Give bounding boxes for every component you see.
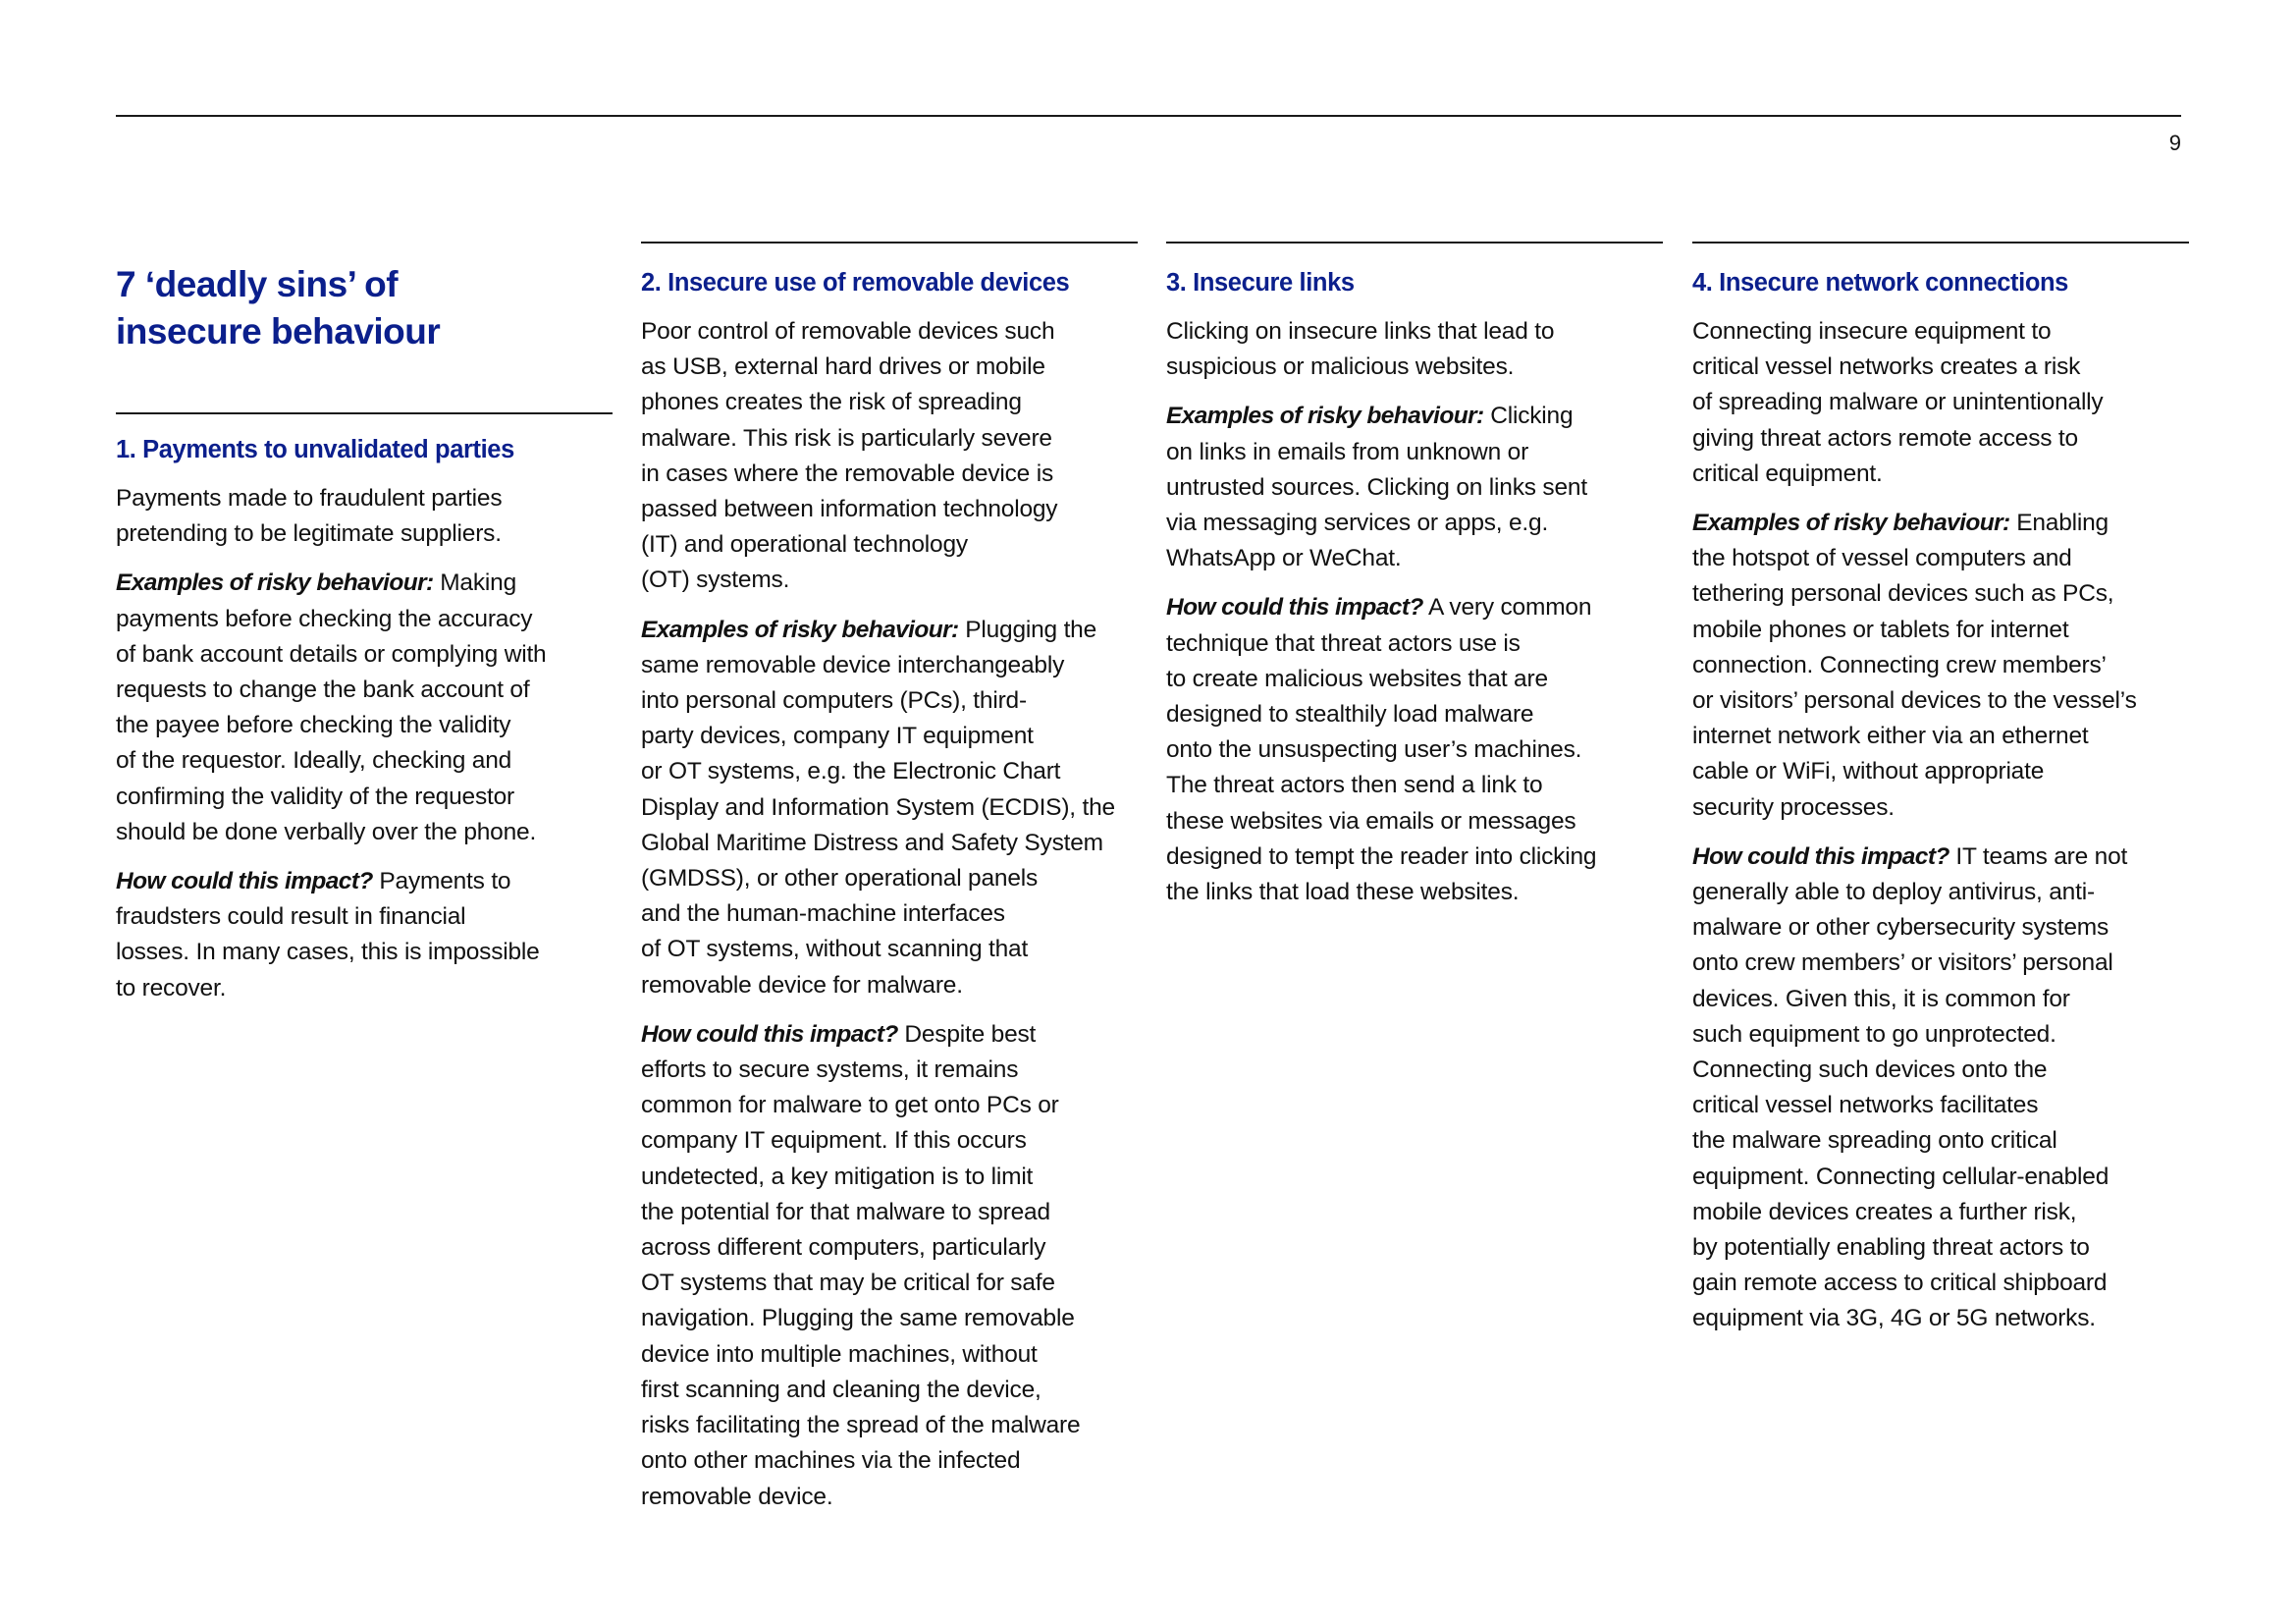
text-line: the payee before checking the validity bbox=[116, 712, 511, 739]
text-line: Display and Information System (ECDIS), the bbox=[641, 793, 1115, 821]
text-line: Clicking on insecure links that lead to bbox=[1166, 318, 1555, 345]
text-line: gain remote access to critical shipboard bbox=[1692, 1270, 2108, 1297]
section-impact bbox=[1692, 839, 2189, 1337]
text-line: Making bbox=[433, 569, 516, 597]
text-line: in cases where the removable device is bbox=[641, 460, 1054, 487]
text-line: to create malicious websites that are bbox=[1166, 665, 1548, 692]
column-4 bbox=[1692, 242, 2189, 1337]
examples-label: Examples of risky behaviour: bbox=[116, 569, 434, 597]
text-line: the hotspot of vessel computers and bbox=[1692, 545, 2072, 572]
text-line: equipment via 3G, 4G or 5G networks. bbox=[1692, 1305, 2096, 1332]
section-divider bbox=[116, 412, 613, 414]
section-divider bbox=[641, 242, 1138, 244]
text-line: onto other machines via the infected bbox=[641, 1447, 1021, 1475]
text-line: OT systems that may be critical for safe bbox=[641, 1270, 1055, 1297]
text-line: to recover. bbox=[116, 974, 227, 1001]
text-line: pretending to be legitimate suppliers. bbox=[116, 520, 502, 548]
page-title-line-1: 7 ‘deadly sins’ of bbox=[116, 264, 399, 304]
text-line: equipment. Connecting cellular-enabled bbox=[1692, 1163, 2109, 1190]
section-examples bbox=[1166, 399, 1663, 576]
section-intro bbox=[641, 314, 1138, 599]
text-line: Enabling bbox=[2009, 510, 2109, 537]
section-intro bbox=[1692, 314, 2189, 492]
page-title-line-2: insecure behaviour bbox=[116, 311, 441, 352]
text-line: suspicious or malicious websites. bbox=[1166, 353, 1515, 381]
column-1 bbox=[116, 261, 613, 1006]
text-line: requests to change the bank account of bbox=[116, 677, 530, 704]
text-line: (OT) systems. bbox=[641, 567, 790, 594]
text-line: or OT systems, e.g. the Electronic Chart bbox=[641, 758, 1061, 785]
text-line: designed to stealthily load malware bbox=[1166, 701, 1534, 729]
text-line: removable device. bbox=[641, 1483, 833, 1510]
text-line: common for malware to get onto PCs or bbox=[641, 1092, 1059, 1119]
text-line: first scanning and cleaning the device, bbox=[641, 1376, 1041, 1403]
text-line: undetected, a key mitigation is to limit bbox=[641, 1163, 1034, 1190]
section-heading: 3. Insecure links bbox=[1166, 269, 1355, 297]
text-line: (GMDSS), or other operational panels bbox=[641, 865, 1039, 893]
text-line: malware or other cybersecurity systems bbox=[1692, 914, 2109, 942]
text-line: Global Maritime Distress and Safety System bbox=[641, 829, 1103, 856]
text-line: passed between information technology bbox=[641, 496, 1058, 523]
text-line: of OT systems, without scanning that bbox=[641, 936, 1029, 963]
text-line: The threat actors then send a link to bbox=[1166, 772, 1543, 799]
text-line: the links that load these websites. bbox=[1166, 879, 1520, 906]
section-heading: 1. Payments to unvalidated parties bbox=[116, 436, 514, 463]
text-line: or visitors’ personal devices to the vessel’s bbox=[1692, 687, 2137, 715]
text-line: fraudsters could result in financial bbox=[116, 903, 466, 931]
text-line: device into multiple machines, without bbox=[641, 1340, 1038, 1368]
text-line: internet network either via an ethernet bbox=[1692, 723, 2089, 750]
section-intro bbox=[1166, 314, 1663, 385]
text-line: these websites via emails or messages bbox=[1166, 807, 1576, 835]
section-divider bbox=[1692, 242, 2189, 244]
text-line: such equipment to go unprotected. bbox=[1692, 1020, 2056, 1048]
section-intro bbox=[116, 481, 613, 552]
text-line: the malware spreading onto critical bbox=[1692, 1127, 2057, 1155]
text-line: mobile phones or tablets for internet bbox=[1692, 616, 2069, 643]
text-line: A very common bbox=[1422, 594, 1592, 622]
text-line: as USB, external hard drives or mobile bbox=[641, 353, 1045, 381]
section-divider bbox=[1166, 242, 1663, 244]
section-heading: 2. Insecure use of removable devices bbox=[641, 269, 1070, 297]
text-line: confirming the validity of the requestor bbox=[116, 783, 514, 810]
text-line: WhatsApp or WeChat. bbox=[1166, 545, 1402, 572]
text-line: Connecting such devices onto the bbox=[1692, 1056, 2048, 1084]
text-line: on links in emails from unknown or bbox=[1166, 438, 1529, 465]
text-line: giving threat actors remote access to bbox=[1692, 424, 2078, 452]
text-line: critical vessel networks creates a risk bbox=[1692, 353, 2081, 381]
text-line: IT teams are not bbox=[1949, 842, 2128, 870]
text-line: devices. Given this, it is common for bbox=[1692, 985, 2070, 1012]
text-line: by potentially enabling threat actors to bbox=[1692, 1234, 2090, 1262]
section-examples bbox=[116, 566, 613, 850]
impact-label: How could this impact? bbox=[116, 868, 373, 895]
examples-label: Examples of risky behaviour: bbox=[641, 616, 959, 643]
page-title bbox=[116, 261, 613, 355]
text-line: risks facilitating the spread of the malware bbox=[641, 1412, 1081, 1439]
section-heading: 4. Insecure network connections bbox=[1692, 269, 2068, 297]
text-line: Clicking bbox=[1483, 403, 1574, 430]
header-rule bbox=[116, 115, 2181, 117]
text-line: onto the unsuspecting user’s machines. bbox=[1166, 736, 1582, 764]
text-line: untrusted sources. Clicking on links sent bbox=[1166, 473, 1587, 501]
text-line: of the requestor. Ideally, checking and bbox=[116, 747, 512, 775]
text-line: onto crew members’ or visitors’ personal bbox=[1692, 949, 2113, 977]
column-2 bbox=[641, 242, 1138, 1515]
text-line: of spreading malware or unintentionally bbox=[1692, 389, 2104, 416]
text-line: cable or WiFi, without appropriate bbox=[1692, 758, 2045, 785]
text-line: across different computers, particularly bbox=[641, 1234, 1046, 1262]
text-line: critical vessel networks facilitates bbox=[1692, 1092, 2039, 1119]
impact-label: How could this impact? bbox=[1692, 842, 1949, 870]
impact-label: How could this impact? bbox=[1166, 594, 1423, 622]
examples-label: Examples of risky behaviour: bbox=[1692, 510, 2010, 537]
text-line: of bank account details or complying with bbox=[116, 640, 547, 668]
section-impact bbox=[116, 864, 613, 1006]
section-impact bbox=[1166, 590, 1663, 910]
text-line: Payments made to fraudulent parties bbox=[116, 485, 503, 512]
text-line: security processes. bbox=[1692, 793, 1895, 821]
text-line: removable device for malware. bbox=[641, 971, 963, 999]
section-examples bbox=[641, 613, 1138, 1003]
impact-label: How could this impact? bbox=[641, 1020, 898, 1048]
text-line: Despite best bbox=[897, 1020, 1037, 1048]
text-line: designed to tempt the reader into clicking bbox=[1166, 842, 1597, 870]
text-line: phones creates the risk of spreading bbox=[641, 389, 1022, 416]
section-examples bbox=[1692, 506, 2189, 826]
text-line: tethering personal devices such as PCs, bbox=[1692, 580, 2114, 608]
text-line: should be done verbally over the phone. bbox=[116, 818, 537, 845]
text-line: malware. This risk is particularly severe bbox=[641, 424, 1052, 452]
text-line: into personal computers (PCs), third- bbox=[641, 687, 1027, 715]
text-line: and the human-machine interfaces bbox=[641, 900, 1005, 928]
text-line: generally able to deploy antivirus, anti- bbox=[1692, 879, 2095, 906]
text-line: mobile devices creates a further risk, bbox=[1692, 1198, 2077, 1225]
text-line: party devices, company IT equipment bbox=[641, 723, 1034, 750]
text-line: Plugging the bbox=[958, 616, 1097, 643]
section-impact bbox=[641, 1017, 1138, 1515]
text-line: technique that threat actors use is bbox=[1166, 629, 1521, 657]
text-line: losses. In many cases, this is impossible bbox=[116, 939, 540, 966]
text-line: the potential for that malware to spread bbox=[641, 1198, 1050, 1225]
text-line: company IT equipment. If this occurs bbox=[641, 1127, 1027, 1155]
text-line: Poor control of removable devices such bbox=[641, 318, 1055, 345]
text-line: connection. Connecting crew members’ bbox=[1692, 651, 2107, 678]
text-line: same removable device interchangeably bbox=[641, 651, 1065, 678]
text-line: efforts to secure systems, it remains bbox=[641, 1056, 1019, 1084]
page-number: 9 bbox=[2168, 131, 2181, 155]
text-line: via messaging services or apps, e.g. bbox=[1166, 510, 1549, 537]
column-3 bbox=[1166, 242, 1663, 910]
text-line: Payments to bbox=[372, 868, 511, 895]
examples-label: Examples of risky behaviour: bbox=[1166, 403, 1484, 430]
text-line: Connecting insecure equipment to bbox=[1692, 318, 2052, 345]
text-line: payments before checking the accuracy bbox=[116, 605, 533, 632]
text-line: navigation. Plugging the same removable bbox=[641, 1305, 1075, 1332]
text-line: critical equipment. bbox=[1692, 460, 1883, 487]
text-line: (IT) and operational technology bbox=[641, 531, 968, 559]
